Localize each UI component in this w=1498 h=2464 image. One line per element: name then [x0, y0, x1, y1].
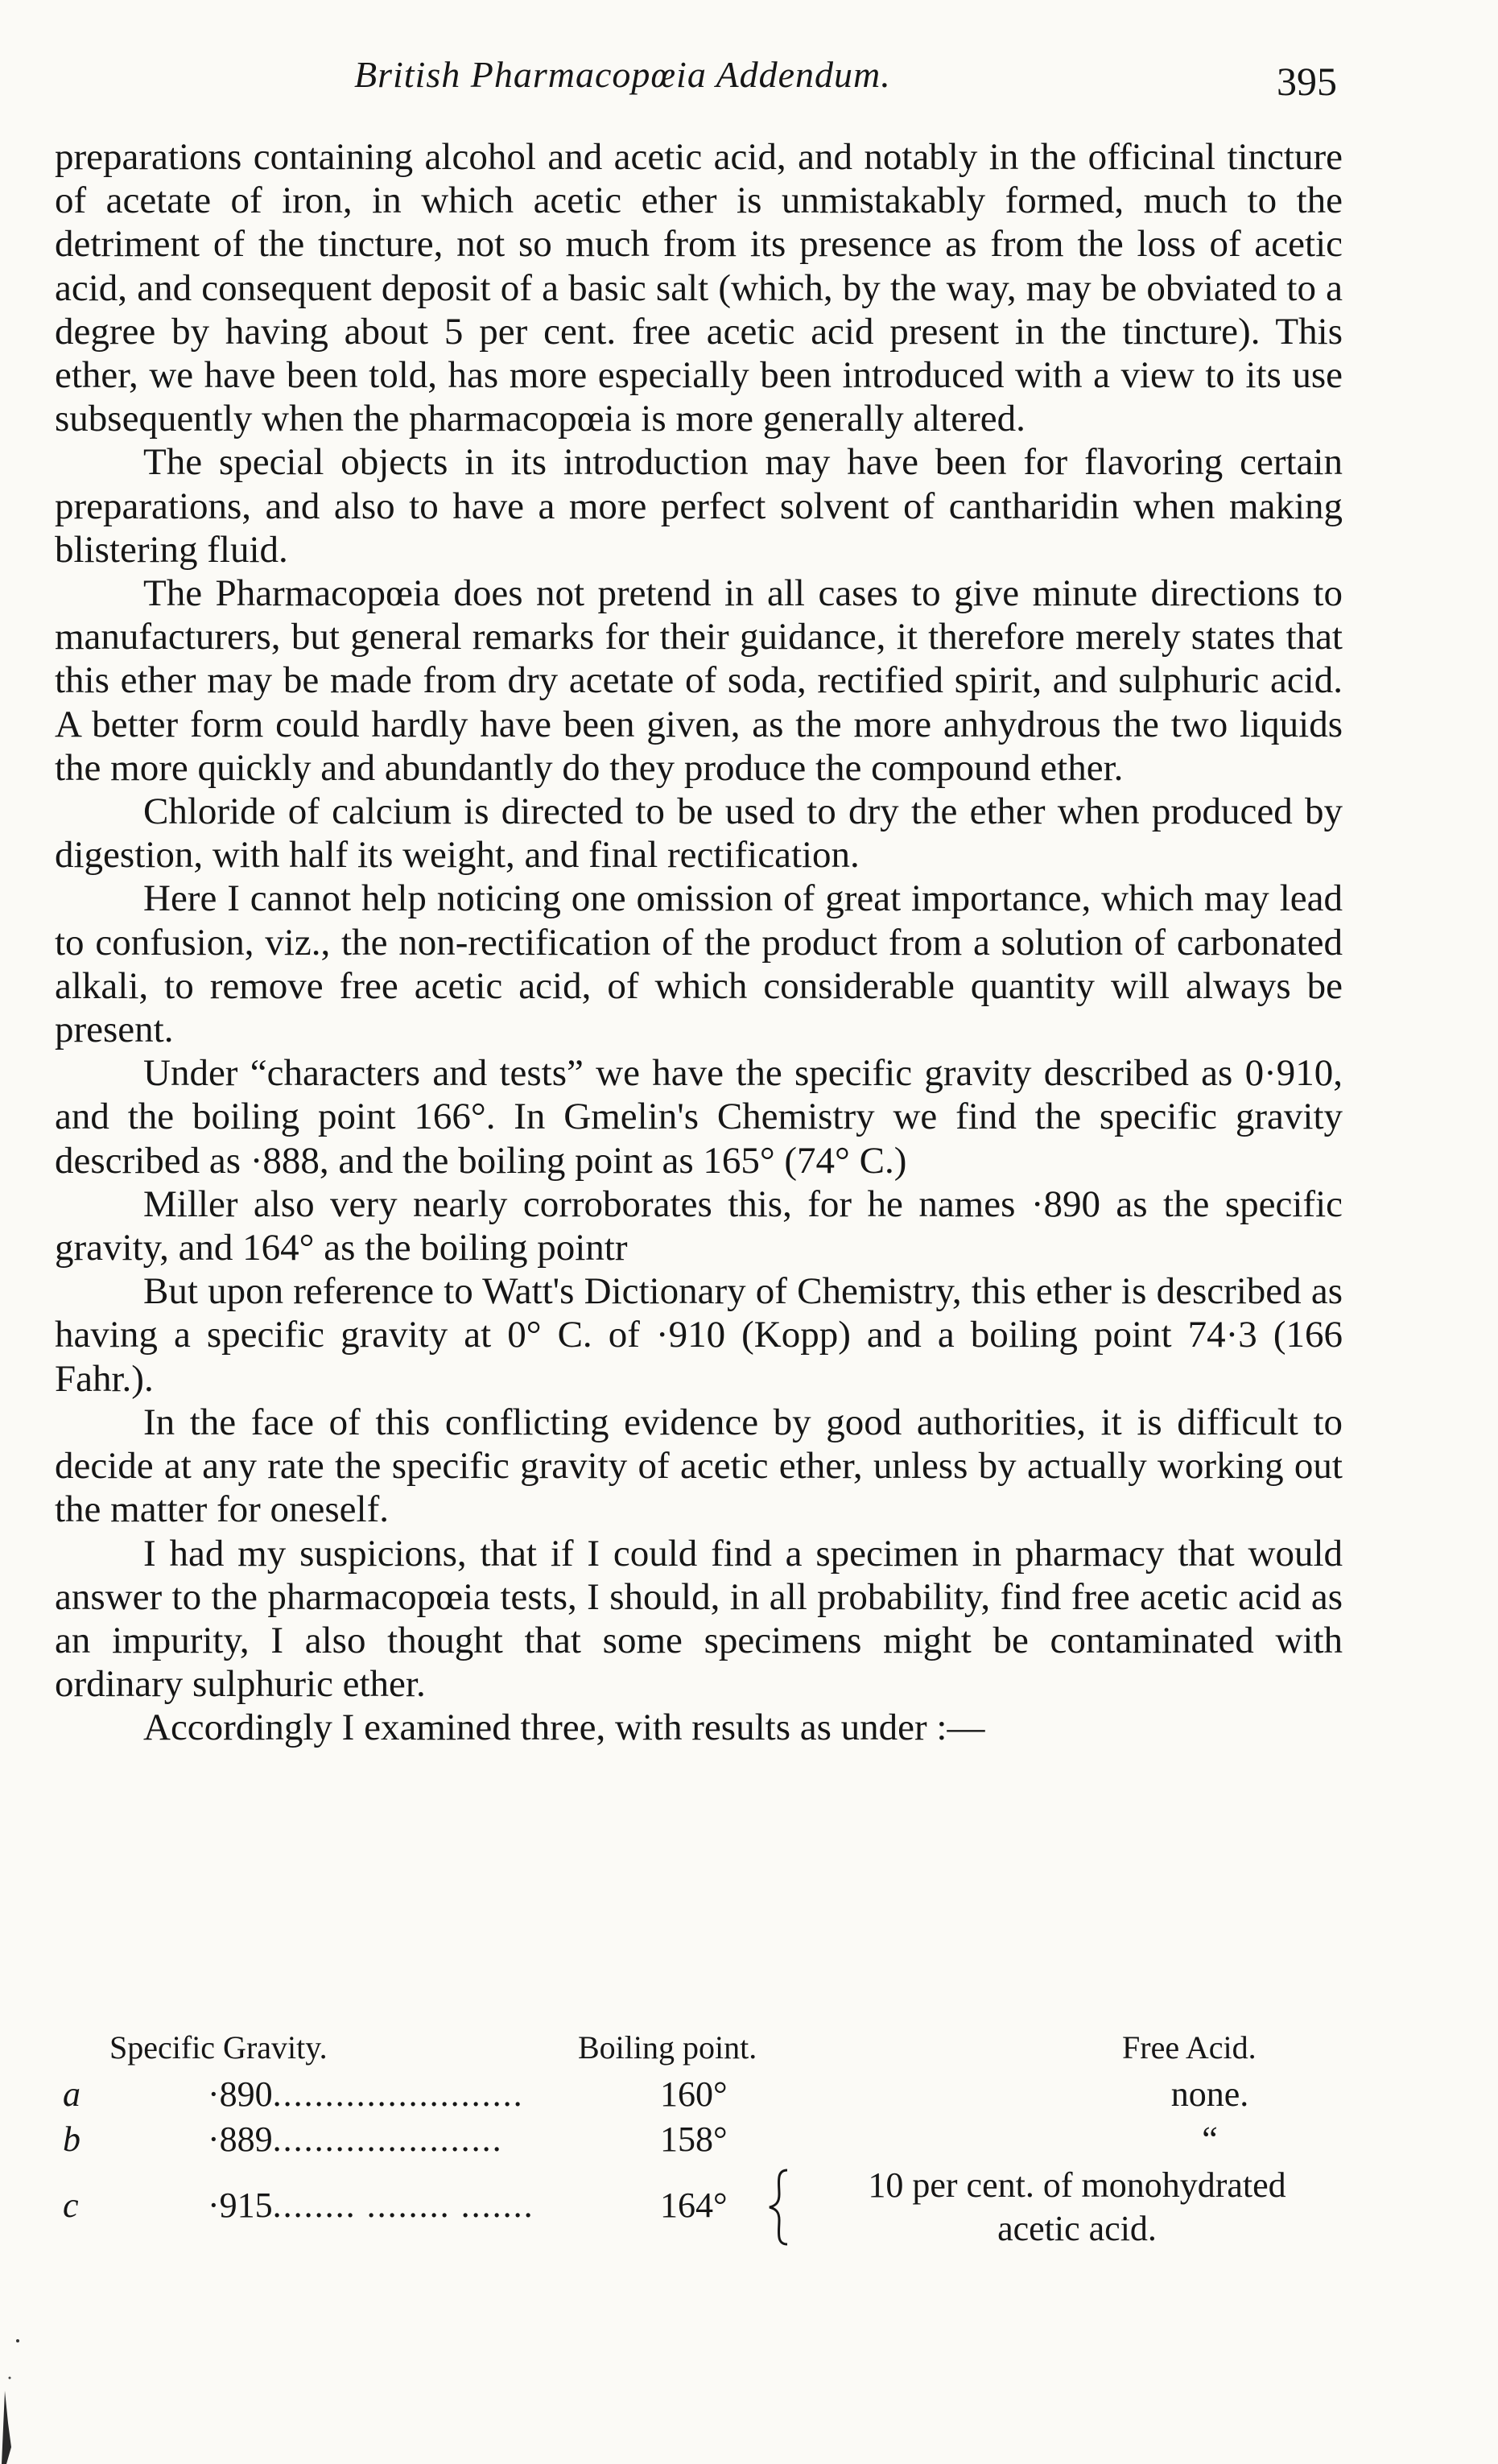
page-number: 395 [1277, 59, 1337, 104]
results-header-row [55, 2029, 1343, 2074]
paragraph: Under “characters and tests” we have the specific gravity described as 0·910, and the boiling point 166°. In Gmelin's Chemistry we find the specific gravity described as ·888, and the boiling point as 165° (74° C.) [55, 1052, 1343, 1182]
free-acid-line: 10 per cent. of monohydrated [868, 2165, 1286, 2205]
row-free-acid: none. [1170, 2074, 1249, 2114]
header-specific-gravity: Specific Gravity. [109, 2029, 328, 2066]
page-header [0, 53, 1498, 118]
free-acid-line: acetic acid. [997, 2209, 1157, 2248]
row-specific-gravity [208, 2119, 503, 2160]
results-row [55, 2074, 1343, 2119]
paragraph: The Pharmacopœia does not pretend in all cases to give minute directions to manufacturers, but general remarks for their guidance, it therefore merely states that this ether may be made from dry acetate of soda, rectified spirit, and sulphuric acid. A better form could hardly have been given, as the more anhydrous the two liquids the more quickly and abundantly do they produce the compound ether. [55, 572, 1343, 789]
paragraph: But upon reference to Watt's Dictionary of Chemistry, this ether is described as having a specific gravity at 0° C. of ·910 (Kopp) and a boiling point 74·3 (166 Fahr.). [55, 1270, 1343, 1400]
paragraph: Here I cannot help noticing one omission of great importance, which may lead to confusion, viz., the non-rectification of the product from a solution of carbonated alkali, to remove free acetic acid, of which considerable quantity will always be present. [55, 877, 1343, 1051]
running-title: British Pharmacopœia Addendum. [354, 54, 891, 95]
paragraph: In the face of this conflicting evidence by good authorities, it is difficult to decide at any rate the specific gravity of acetic ether, unless by actually working out the matter for oneself. [55, 1401, 1343, 1531]
results-row [55, 2164, 1343, 2247]
leader-dots: ........ ........ ....... [272, 2185, 534, 2225]
row-boiling-point: 160° [660, 2074, 728, 2114]
row-free-acid [803, 2164, 1351, 2251]
curly-brace-icon [763, 2167, 795, 2247]
paragraph: Miller also very nearly corroborates this, for he names ·890 as the specific gravity, and 164° as the boiling pointr [55, 1182, 1343, 1269]
row-boiling-point: 158° [660, 2119, 728, 2159]
scan-specks [0, 2326, 32, 2464]
sg-value: ·889 [208, 2119, 273, 2159]
header-free-acid: Free Acid. [1122, 2029, 1257, 2066]
sg-value: ·890 [208, 2074, 273, 2114]
sg-value: ·915 [208, 2185, 273, 2225]
row-specific-gravity [208, 2074, 524, 2115]
paragraph: Chloride of calcium is directed to be used to dry the ether when produced by digestion, with half its weight, and final rectification. [55, 790, 1343, 877]
results-table [55, 2029, 1343, 2247]
row-free-acid: “ [1202, 2119, 1218, 2159]
paragraph: The special objects in its introduction may have been for flavoring certain preparations, and also to have a more perfect solvent of cantharidin when making blistering fluid. [55, 441, 1343, 571]
row-specific-gravity [208, 2185, 534, 2226]
results-row [55, 2119, 1343, 2164]
row-label: c [63, 2185, 79, 2225]
row-label: a [63, 2074, 80, 2114]
row-boiling-point: 164° [660, 2185, 728, 2225]
paragraph: I had my suspicions, that if I could find a specimen in pharmacy that would answer to the pharmacopœia tests, I should, in all probability, find free acetic acid as an impurity, I also thought that some specimens might be contaminated with ordinary sulphuric ether. [55, 1532, 1343, 1706]
paragraph: Accordingly I examined three, with results as under :— [143, 1707, 985, 1749]
row-label: b [63, 2119, 80, 2159]
paragraph: preparations containing alcohol and acetic acid, and notably in the officinal tincture of acetate of iron, in which acetic ether is unmistakably formed, much to the detriment of the tincture, not so much from its presence as from the loss of acetic acid, and consequent deposit of a basic salt (which, by the way, may be obviated to a degree by having about 5 per cent. free acetic acid present in the tincture). This ether, we have been told, has more especially been introduced with a view to its use subsequently when the pharmacopœia is more generally altered. [55, 136, 1343, 440]
leader-dots: ........................ [272, 2074, 524, 2114]
header-boiling-point: Boiling point. [578, 2029, 757, 2066]
body-text [55, 135, 1343, 1750]
leader-dots: ...................... [272, 2119, 503, 2159]
